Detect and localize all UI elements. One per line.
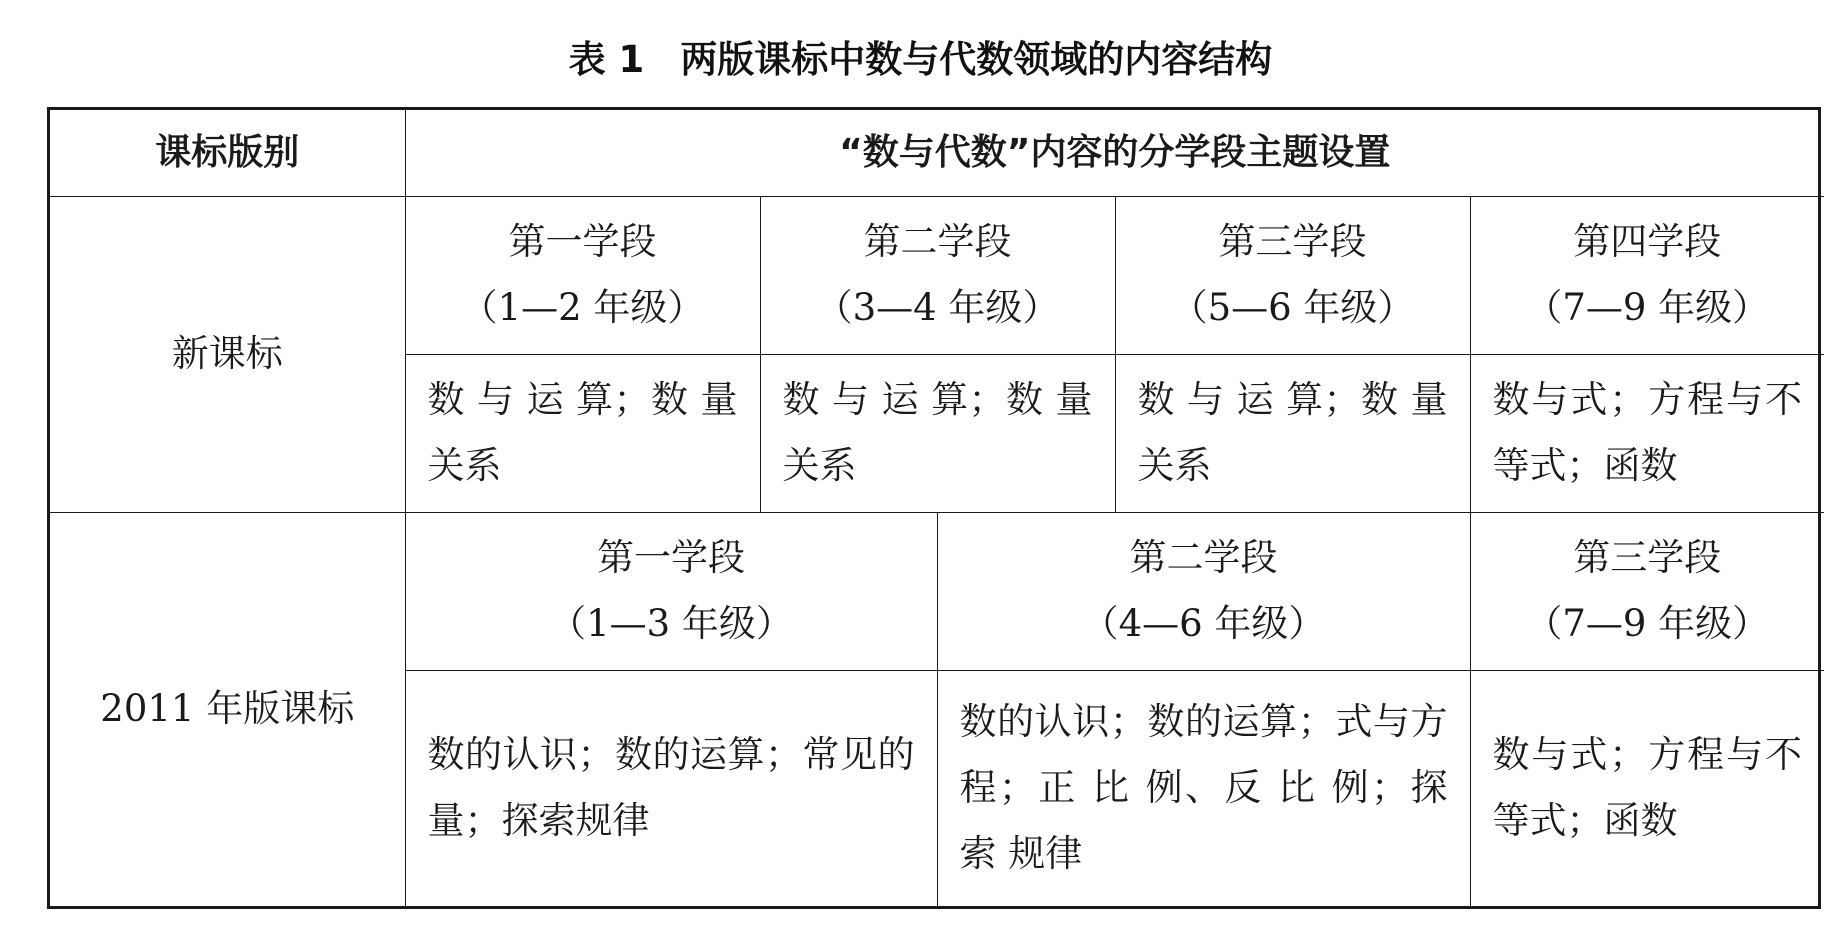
old-stage-3-content: [1470, 670, 1824, 906]
new-stage-2-header: [760, 196, 1115, 354]
stage-name: 第三学段: [1218, 220, 1367, 263]
new-stage-3-header: [1115, 196, 1470, 354]
new-stage-1-content: [405, 354, 760, 512]
old-stage-3-header: [1470, 512, 1824, 670]
stage-name: 第二学段: [863, 220, 1012, 263]
old-stage-1-header: [405, 512, 937, 670]
standard-2011-label: 2011 年版课标: [50, 512, 405, 906]
old-stage-1-content: [405, 670, 937, 906]
content-text: 数的认识；数的运算；式与方程；正 比 例、反 比 例；探 索 规律: [959, 700, 1448, 876]
content-structure-table: [47, 107, 1821, 909]
content-text: 数 与 运 算；数 量 关系: [1137, 378, 1448, 487]
table-caption: [0, 30, 1841, 90]
content-text: 数的认识；数的运算；常见的量；探索规律: [427, 733, 915, 843]
topic-column-header: “数与代数”内容的分学段主题设置: [405, 110, 1824, 196]
stage-grades: （3—4 年级）: [815, 286, 1060, 329]
new-stage-4-header: [1470, 196, 1824, 354]
version-column-header: 课标版别: [50, 110, 405, 196]
new-stage-1-header: [405, 196, 760, 354]
stage-name: 第四学段: [1573, 220, 1722, 263]
header-row: [50, 110, 1824, 196]
stage-grades: （5—6 年级）: [1170, 286, 1415, 329]
old-stage-2-content: [937, 670, 1470, 906]
new-stage-4-content: [1470, 354, 1824, 512]
stage-name: 第二学段: [1129, 536, 1278, 579]
stage-name: 第三学段: [1573, 536, 1722, 579]
new-standard-stage-row: [50, 196, 1824, 354]
stage-grades: （1—3 年级）: [549, 602, 793, 645]
new-standard-label: 新课标: [50, 196, 405, 512]
stage-grades: （7—9 年级）: [1525, 602, 1770, 645]
stage-grades: （1—2 年级）: [460, 286, 705, 329]
old-stage-2-header: [937, 512, 1470, 670]
new-stage-3-content: [1115, 354, 1470, 512]
new-stage-2-content: [760, 354, 1115, 512]
stage-grades: （4—6 年级）: [1081, 602, 1326, 645]
content-text: 数与式；方程与不等式；函数: [1492, 733, 1803, 843]
standard-2011-stage-row: [50, 512, 1824, 670]
content-text: 数 与 运 算；数 量 关系: [782, 378, 1093, 487]
content-text: 数 与 运 算；数 量 关系: [427, 378, 738, 487]
caption-title: 两版课标中数与代数领域的内容结构: [680, 38, 1273, 81]
caption-number: 表 1: [568, 38, 645, 81]
stage-name: 第一学段: [508, 220, 657, 263]
stage-name: 第一学段: [597, 536, 745, 579]
stage-grades: （7—9 年级）: [1525, 286, 1770, 329]
content-text: 数与式；方程与不等式；函数: [1492, 378, 1803, 487]
